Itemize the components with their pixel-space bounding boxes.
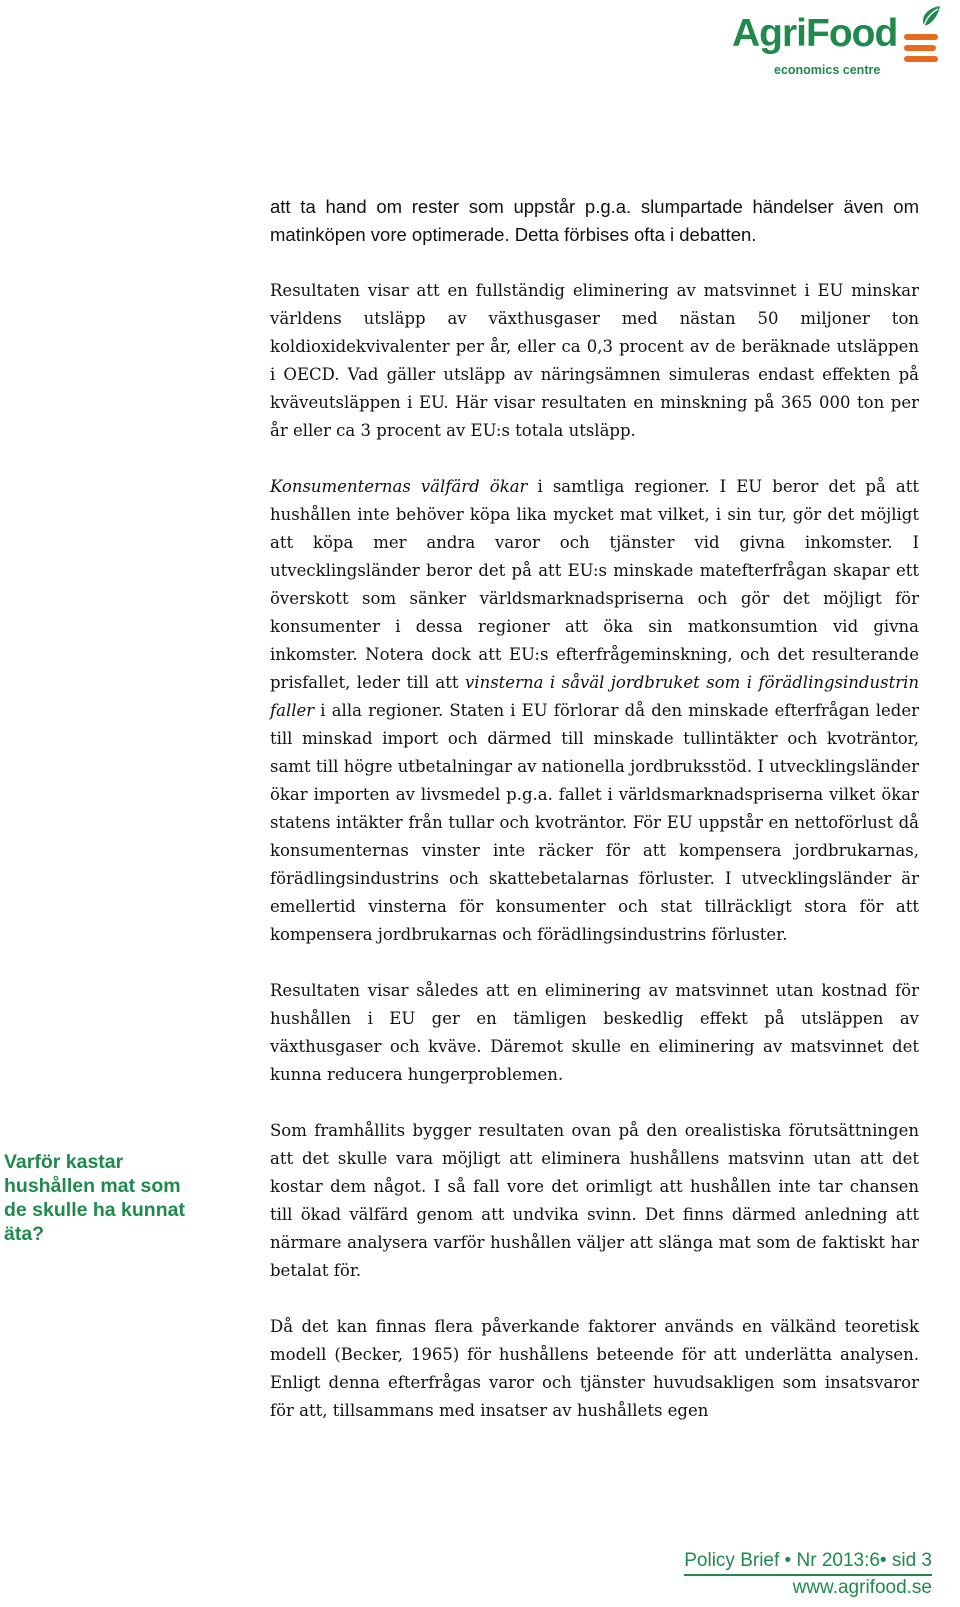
text-segment: Resultaten visar således att en eliminering av matsvinnet utan kostnad för hushållen i EU ger en tämligen beskedlig effekt på utsläppen av växthusgaser och kväve. Däremot skulle en eliminering av matsvinnet det kunna reducera hungerproblemen. [270, 981, 919, 1084]
agrifood-logo [732, 4, 954, 78]
text-segment: Resultaten visar att en fullständig eliminering av matsvinnet i EU minskar världens utsläpp av växthusgaser med nästan 50 miljoner ton koldioxidekvivalenter per år, eller ca 0,3 procent av de beräknade utsläppen i OECD. Vad gäller utsläpp av näringsämnen simuleras endast effekten på kväveutsläppen i EU. Här visar resultaten en minskning på 365 000 ton per år eller ca 3 procent av EU:s totala utsläpp. [270, 281, 919, 440]
paragraph-unrealistic-assumption [270, 1117, 919, 1285]
paragraph-emissions-results [270, 277, 919, 445]
leaf-stripes-icon [902, 4, 954, 78]
footer-website-link[interactable]: www.agrifood.se [792, 1577, 932, 1598]
body-text [270, 193, 919, 1453]
paragraph-conclusion [270, 977, 919, 1089]
text-segment: Då det kan finnas flera påverkande faktorer används en välkänd teoretisk modell (Becker, 1965) för hushållens beteende för att underlätta analysen. Enligt denna efterfrågas varor och tjänster huvudsakligen som insatsvaror för att, tillsammans med insatser av hushållets egen [270, 1317, 919, 1420]
paragraph-becker-model [270, 1313, 919, 1425]
italic-phrase-welfare: Konsumenternas välfärd ökar [270, 477, 528, 496]
logo-wordmark: AgriFood [732, 12, 898, 55]
paragraph-continuation: att ta hand om rester som uppstår p.g.a. slumpartade händelser även om matinköpen vore optimerade. Detta förbises ofta i debatten. [270, 196, 919, 245]
text-segment: i samtliga regioner. I EU beror det på att hushållen inte behöver köpa lika mycket mat vilket, i sin tur, gör det möjligt att köpa mer andra varor och tjänster vid givna inkomster. I utvecklingsländer beror det på att EU:s minskade matefterfrågan skapar ett överskott som sänker världsmarknadspriserna och gör det möjligt för konsumenter i dessa regioner att öka sin matkonsumtion vid givna inkomster. Notera dock att EU:s efterfrågeminskning, och det resulterande prisfallet, leder till att [270, 477, 919, 692]
text-segment: i alla regioner. Staten i EU förlorar då den minskade efterfrågan leder till minskad import och därmed till minskade tullintäkter och kvoträntor, samt till högre utbetalningar av nationella jordbruksstöd. I utvecklingsländer ökar importen av livsmedel p.g.a. fallet i världsmarknadspriserna vilket ökar statens intäkter från tullar och kvoträntor. För EU uppstår en nettoförlust då konsumenternas vinster inte räcker för att kompensera jordbrukarnas, förädlingsindustrins och skattebetalarnas förluster. I utvecklingsländer är emellertid vinsterna för konsumenter och stat tillräckligt stora för att kompensera jordbrukarnas och förädlingsindustrins förluster. [270, 701, 919, 944]
text-segment: Som framhållits bygger resultaten ovan på den orealistiska förutsättningen att det skulle vara möjligt att eliminera hushållens matsvinn utan att det kostar dem något. I så fall vore det orimligt att hushållen inte tar chansen till ökad välfärd genom att undvika svinn. Det finns därmed anledning att närmare analysera varför hushållen väljer att slänga mat som de faktiskt har betalat för. [270, 1121, 919, 1280]
italic-phrase-profits: vinsterna i såväl jordbruket som i förädlingsindustrin faller [270, 673, 919, 720]
side-heading: Varför kastar hushållen mat som de skulle ha kunnat äta? [4, 1151, 185, 1245]
footer-policy-brief: Policy Brief • Nr 2013:6• sid 3 [684, 1549, 932, 1576]
logo-subtitle: economics centre [774, 63, 881, 77]
paragraph-consumer-welfare [270, 473, 919, 949]
page-footer [684, 1549, 932, 1600]
